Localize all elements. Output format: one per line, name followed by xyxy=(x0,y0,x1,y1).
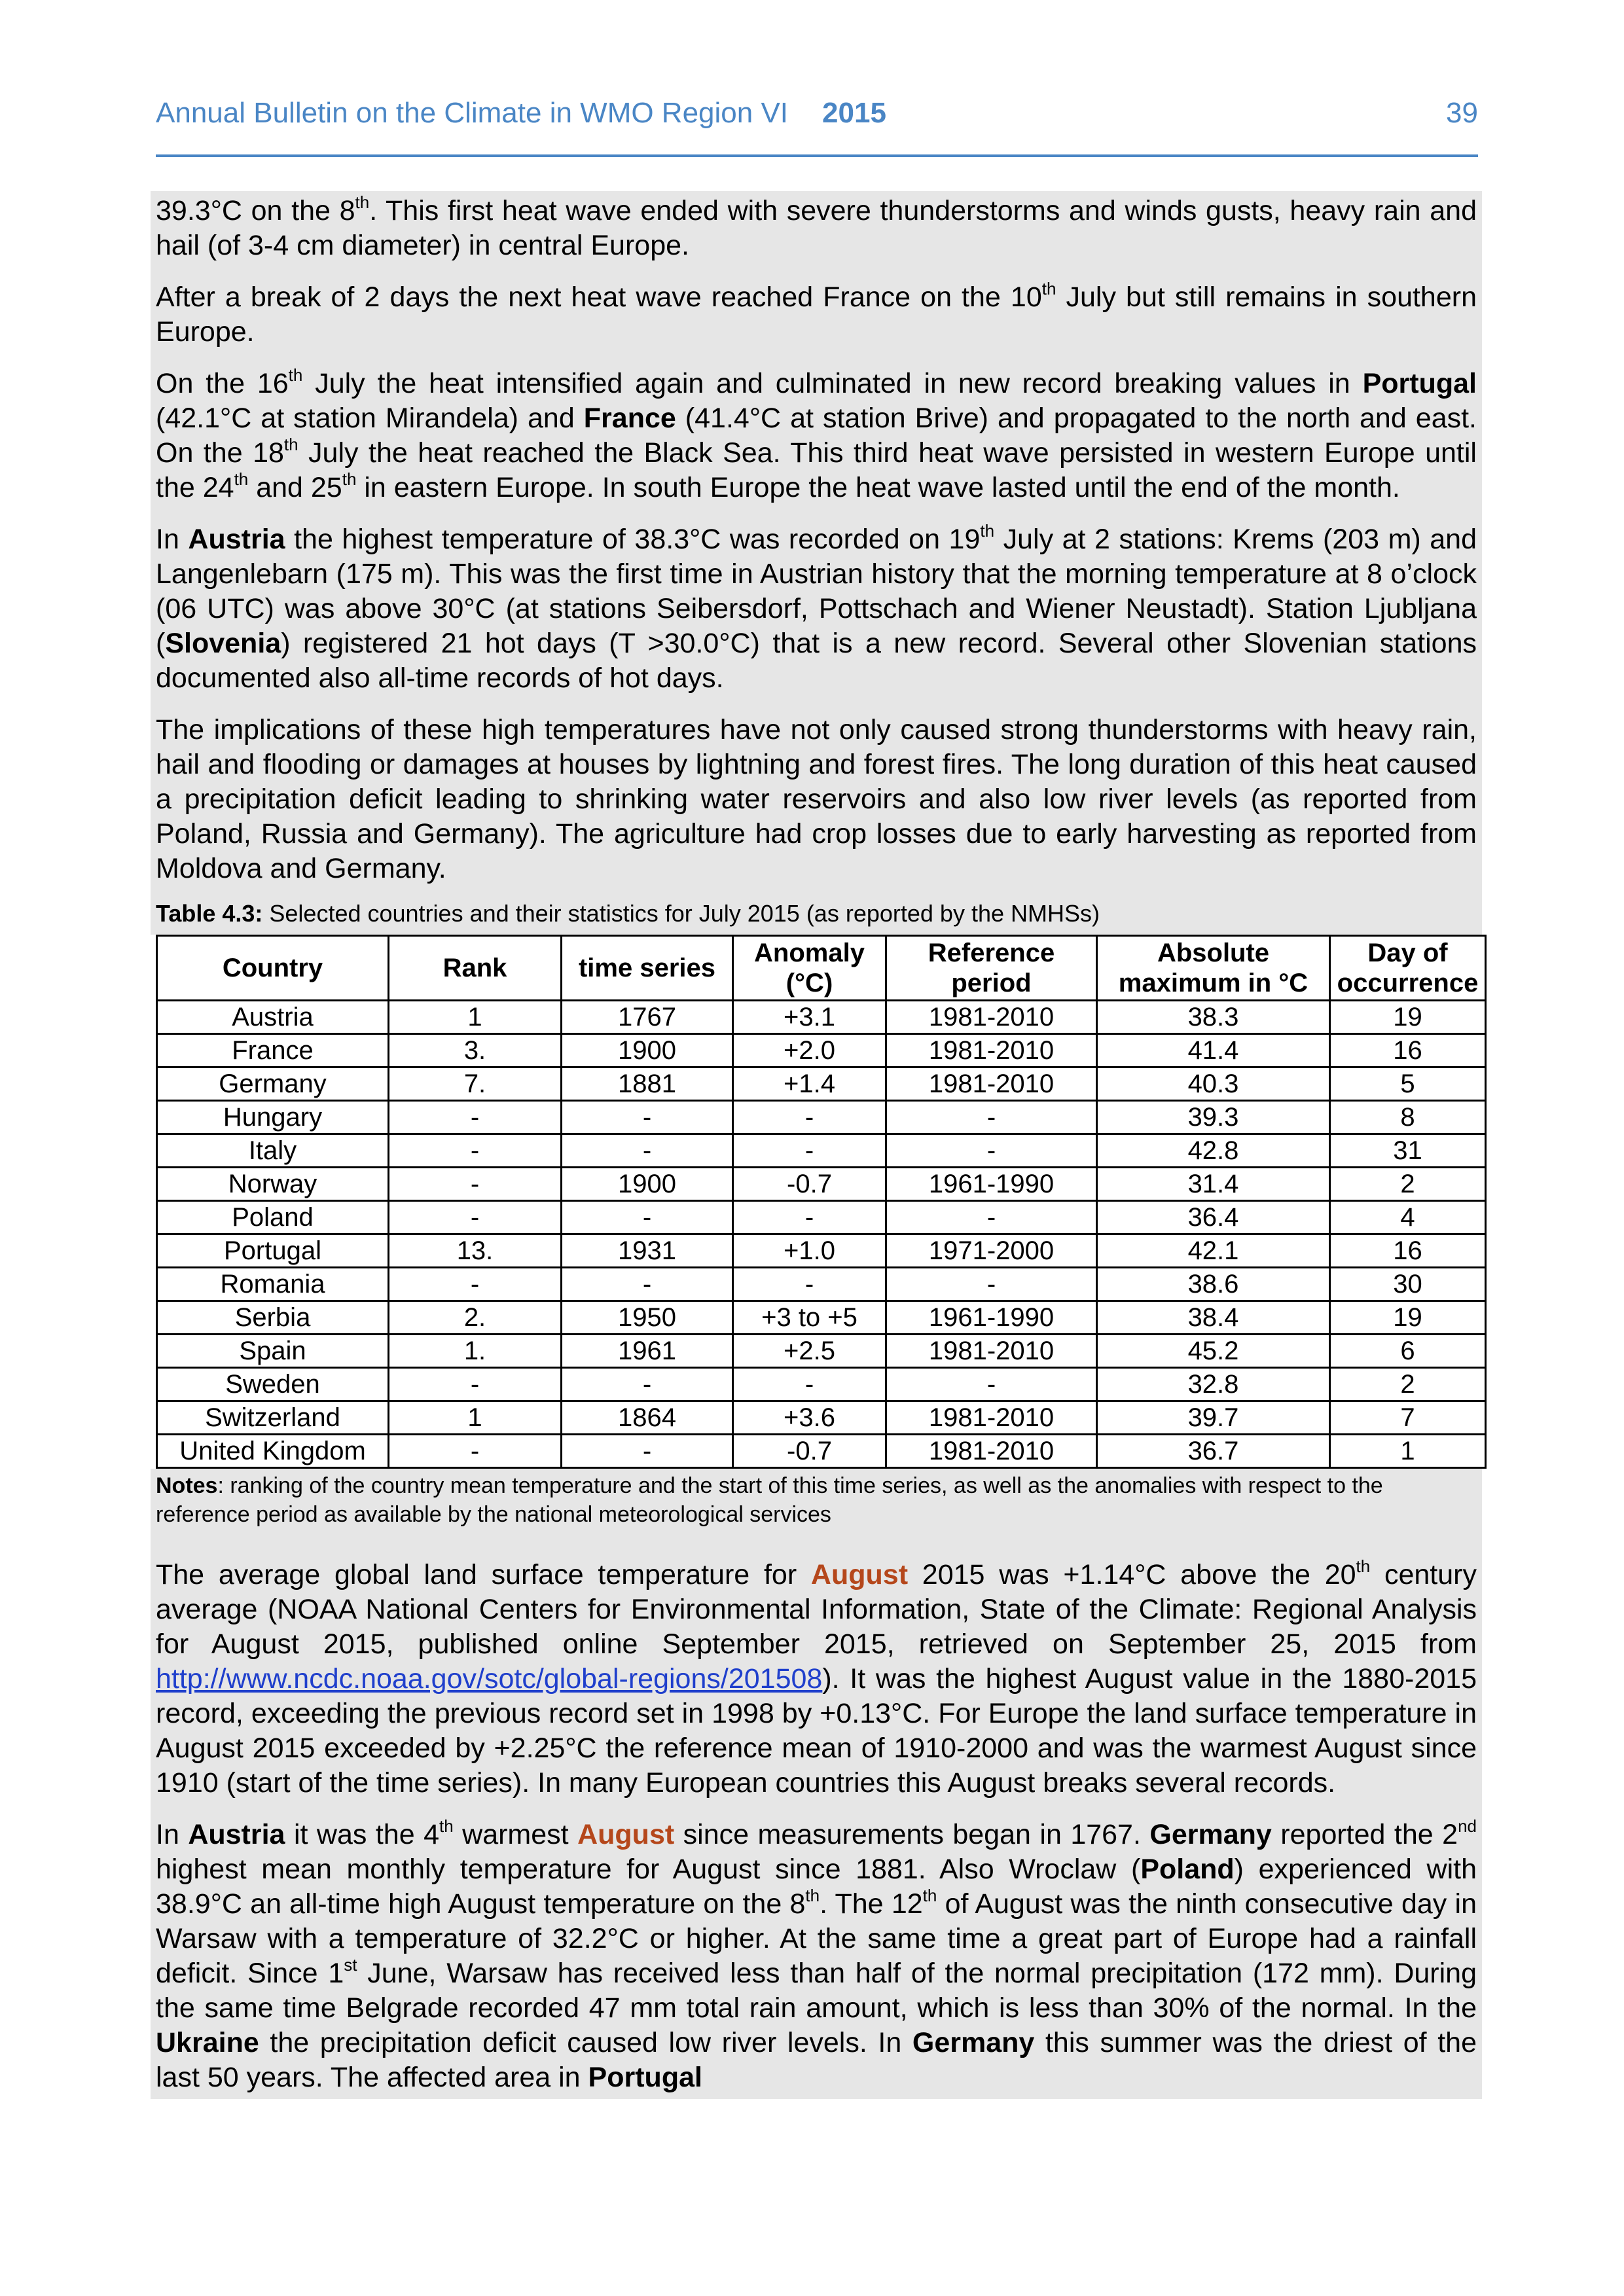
table-cell: +1.0 xyxy=(733,1234,886,1268)
table-row xyxy=(157,1134,1486,1168)
table-cell: 40.3 xyxy=(1097,1067,1330,1101)
table-cell: 13. xyxy=(389,1234,562,1268)
paragraph-heatwave-end: 39.3°C on the 8th. This first heat wave ended with severe thunderstorms and winds gusts, heavy rain and hail (of 3-4 cm diameter) in central Europe. xyxy=(156,192,1477,261)
table-cell: - xyxy=(886,1101,1097,1134)
table-cell: 1981-2010 xyxy=(886,1034,1097,1067)
table-cell: 30 xyxy=(1330,1268,1486,1301)
table-cell: - xyxy=(562,1201,733,1234)
table-cell: 39.3 xyxy=(1097,1101,1330,1134)
table-row xyxy=(157,1234,1486,1268)
table-cell: - xyxy=(733,1201,886,1234)
table-cell: Hungary xyxy=(157,1101,389,1134)
table-row xyxy=(157,1067,1486,1101)
table-cell: 16 xyxy=(1330,1234,1486,1268)
text-block-lower xyxy=(151,1538,1482,2099)
paragraph-austria-slovenia: In Austria the highest temperature of 38.3°C was recorded on 19th July at 2 stations: Krems (203 m) and Langenlebarn (175 m). This was the first time in Austrian history that the morning temperature at 8 o’clock (06 UTC) was above 30°C (at stations Seibersdorf, Pottschach and Wiener Neustadt). Station Ljubljana (Slovenia) registered 21 hot days (T >30.0°C) that is a new record. Several other Slovenian stations documented also all-time records of hot days. xyxy=(156,521,1477,694)
table-row xyxy=(157,1401,1486,1435)
table-cell: 42.1 xyxy=(1097,1234,1330,1268)
table-cell: 36.7 xyxy=(1097,1435,1330,1468)
table-cell: - xyxy=(886,1134,1097,1168)
table-cell: 1900 xyxy=(562,1034,733,1067)
table-cell: Serbia xyxy=(157,1301,389,1335)
table-cell: 16 xyxy=(1330,1034,1486,1067)
table-cell: 1981-2010 xyxy=(886,1335,1097,1368)
table-cell: - xyxy=(389,1201,562,1234)
table-cell: - xyxy=(886,1368,1097,1401)
table-cell: +3 to +5 xyxy=(733,1301,886,1335)
table-cell: +3.1 xyxy=(733,1001,886,1034)
table-row xyxy=(157,1301,1486,1335)
table-cell: - xyxy=(562,1368,733,1401)
table-cell: - xyxy=(886,1201,1097,1234)
table-cell: 1767 xyxy=(562,1001,733,1034)
table-row xyxy=(157,1201,1486,1234)
table-header-cell: Day of occurrence xyxy=(1330,936,1486,1001)
table-cell: 2. xyxy=(389,1301,562,1335)
table-cell: 6 xyxy=(1330,1335,1486,1368)
table-cell: - xyxy=(389,1268,562,1301)
table-row xyxy=(157,1101,1486,1134)
table-cell: United Kingdom xyxy=(157,1435,389,1468)
table-cell: Portugal xyxy=(157,1234,389,1268)
table-caption: Table 4.3: Selected countries and their statistics for July 2015 (as reported by the NMHSs) xyxy=(151,895,1482,935)
table-row xyxy=(157,1435,1486,1468)
table-cell: 2 xyxy=(1330,1168,1486,1201)
table-cell: 1950 xyxy=(562,1301,733,1335)
table-cell: 2 xyxy=(1330,1368,1486,1401)
table-cell: 31.4 xyxy=(1097,1168,1330,1201)
table-cell: - xyxy=(389,1368,562,1401)
table-header-cell: Anomaly (°C) xyxy=(733,936,886,1001)
text-block-upper xyxy=(151,191,1482,895)
paragraph-implications: The implications of these high temperatures have not only caused strong thunderstorms with heavy rain, hail and flooding or damages at houses by lightning and forest fires. The long duration of this heat caused a precipitation deficit leading to shrinking water reservoirs and also low river levels (as reported from Poland, Russia and Germany). The agriculture had crop losses due to early harvesting as reported from Moldova and Germany. xyxy=(156,714,1477,884)
page-number: 39 xyxy=(1446,97,1478,129)
table-cell: +2.0 xyxy=(733,1034,886,1067)
table-cell: 31 xyxy=(1330,1134,1486,1168)
table-header-cell: time series xyxy=(562,936,733,1001)
table-cell: France xyxy=(157,1034,389,1067)
table-cell: - xyxy=(389,1101,562,1134)
page-header xyxy=(156,90,1478,136)
table-cell: 32.8 xyxy=(1097,1368,1330,1401)
table-row xyxy=(157,1168,1486,1201)
table-cell: Sweden xyxy=(157,1368,389,1401)
table-cell: Norway xyxy=(157,1168,389,1201)
table-cell: 38.6 xyxy=(1097,1268,1330,1301)
table-cell: 38.4 xyxy=(1097,1301,1330,1335)
table-row xyxy=(157,1335,1486,1368)
table-header-cell: Rank xyxy=(389,936,562,1001)
table-cell: - xyxy=(389,1435,562,1468)
table-cell: - xyxy=(389,1134,562,1168)
table-cell: +3.6 xyxy=(733,1401,886,1435)
table-cell: 36.4 xyxy=(1097,1201,1330,1234)
table-header-cell: Country xyxy=(157,936,389,1001)
noaa-link[interactable]: http://www.ncdc.noaa.gov/sotc/global-regions/201508 xyxy=(156,1663,823,1695)
table-cell: - xyxy=(389,1168,562,1201)
table-row xyxy=(157,1034,1486,1067)
table-cell: Poland xyxy=(157,1201,389,1234)
table-cell: 1 xyxy=(389,1401,562,1435)
table-cell: 19 xyxy=(1330,1001,1486,1034)
header-rule xyxy=(156,154,1478,157)
table-row xyxy=(157,1001,1486,1034)
table-cell: - xyxy=(562,1134,733,1168)
table-cell: 1961 xyxy=(562,1335,733,1368)
paragraph-august-countries: In Austria it was the 4th warmest August since measurements began in 1767. Germany reported the 2nd highest mean monthly temperature for August since 1881. Also Wroclaw (Poland) experienced with 38.9°C an all-time high August temperature on the 8th. The 12th of August was the ninth consecutive day in Warsaw with a temperature of 32.2°C or higher. At the same time a great part of Europe had a rainfall deficit. Since 1st June, Warsaw has received less than half of the normal precipitation (172 mm). During the same time Belgrade recorded 47 mm total rain amount, which is less than 30% of the normal. In the Ukraine the precipitation deficit caused low river levels. In Germany this summer was the driest of the last 50 years. The affected area in Portugal xyxy=(156,1816,1477,2093)
table-cell: 7. xyxy=(389,1067,562,1101)
table-cell: 1971-2000 xyxy=(886,1234,1097,1268)
table-cell: - xyxy=(733,1101,886,1134)
table-cell: - xyxy=(562,1268,733,1301)
table-wrapper xyxy=(151,935,1482,1469)
table-cell: +1.4 xyxy=(733,1067,886,1101)
table-cell: -0.7 xyxy=(733,1168,886,1201)
table-cell: - xyxy=(733,1134,886,1168)
paragraph-third-heatwave: On the 16th July the heat intensified again and culminated in new record breaking values in Portugal (42.1°C at station Mirandela) and France (41.4°C at station Brive) and propagated to the north and east. On the 18th July the heat reached the Black Sea. This third heat wave persisted in western Europe until the 24th and 25th in eastern Europe. In south Europe the heat wave lasted until the end of the month. xyxy=(156,365,1477,503)
table-cell: 38.3 xyxy=(1097,1001,1330,1034)
paragraph-august-global: The average global land surface temperature for August 2015 was +1.14°C above the 20th century average (NOAA National Centers for Environmental Information, State of the Climate: Regional Analysis for August 2015, published online September 2015, retrieved on September 25, 2015 from http://www.ncdc.noaa.gov/sotc/global-regions/201508). It was the highest August value in the 1880-2015 record, exceeding the previous record set in 1998 by +0.13°C. For Europe the land surface temperature in August 2015 exceeded by +2.25°C the reference mean of 1910-2000 and was the warmest August since 1910 (start of the time series). In many European countries this August breaks several records. xyxy=(156,1556,1477,1799)
bulletin-year: 2015 xyxy=(822,97,886,129)
table-cell: 1 xyxy=(1330,1435,1486,1468)
table-cell: 1981-2010 xyxy=(886,1435,1097,1468)
table-cell: 8 xyxy=(1330,1101,1486,1134)
table-notes: Notes: ranking of the country mean temperature and the start of this time series, as well as the anomalies with respect to the reference period as available by the national meteorological services xyxy=(151,1469,1482,1538)
july-statistics-table xyxy=(156,935,1487,1469)
table-cell: Switzerland xyxy=(157,1401,389,1435)
table-cell: 1900 xyxy=(562,1168,733,1201)
table-cell: 19 xyxy=(1330,1301,1486,1335)
table-cell: 1981-2010 xyxy=(886,1401,1097,1435)
table-header-cell: Reference period xyxy=(886,936,1097,1001)
table-cell: Germany xyxy=(157,1067,389,1101)
table-cell: - xyxy=(733,1268,886,1301)
table-header-cell: Absolute maximum in °C xyxy=(1097,936,1330,1001)
table-cell: 39.7 xyxy=(1097,1401,1330,1435)
table-cell: 5 xyxy=(1330,1067,1486,1101)
table-cell: 1961-1990 xyxy=(886,1168,1097,1201)
table-cell: 1. xyxy=(389,1335,562,1368)
table-cell: 1864 xyxy=(562,1401,733,1435)
table-cell: Romania xyxy=(157,1268,389,1301)
table-cell: 41.4 xyxy=(1097,1034,1330,1067)
table-cell: 1 xyxy=(389,1001,562,1034)
paragraph-second-heatwave: After a break of 2 days the next heat wave reached France on the 10th July but still remains in southern Europe. xyxy=(156,279,1477,348)
table-cell: 3. xyxy=(389,1034,562,1067)
table-cell: - xyxy=(733,1368,886,1401)
table-cell: - xyxy=(562,1101,733,1134)
header-title-group xyxy=(156,97,886,130)
table-row xyxy=(157,1268,1486,1301)
table-cell: 1981-2010 xyxy=(886,1067,1097,1101)
table-cell: Austria xyxy=(157,1001,389,1034)
table-cell: -0.7 xyxy=(733,1435,886,1468)
table-cell: 1881 xyxy=(562,1067,733,1101)
page-content xyxy=(151,191,1482,2099)
table-cell: - xyxy=(886,1268,1097,1301)
table-cell: 1981-2010 xyxy=(886,1001,1097,1034)
table-row xyxy=(157,1368,1486,1401)
bulletin-title: Annual Bulletin on the Climate in WMO Region VI xyxy=(156,97,789,129)
table-cell: +2.5 xyxy=(733,1335,886,1368)
table-cell: 4 xyxy=(1330,1201,1486,1234)
table-cell: 1961-1990 xyxy=(886,1301,1097,1335)
table-cell: Italy xyxy=(157,1134,389,1168)
table-cell: Spain xyxy=(157,1335,389,1368)
table-cell: 45.2 xyxy=(1097,1335,1330,1368)
table-cell: 1931 xyxy=(562,1234,733,1268)
table-cell: - xyxy=(562,1435,733,1468)
table-body xyxy=(157,1001,1486,1468)
table-header-row xyxy=(157,936,1486,1001)
table-cell: 42.8 xyxy=(1097,1134,1330,1168)
table-cell: 7 xyxy=(1330,1401,1486,1435)
